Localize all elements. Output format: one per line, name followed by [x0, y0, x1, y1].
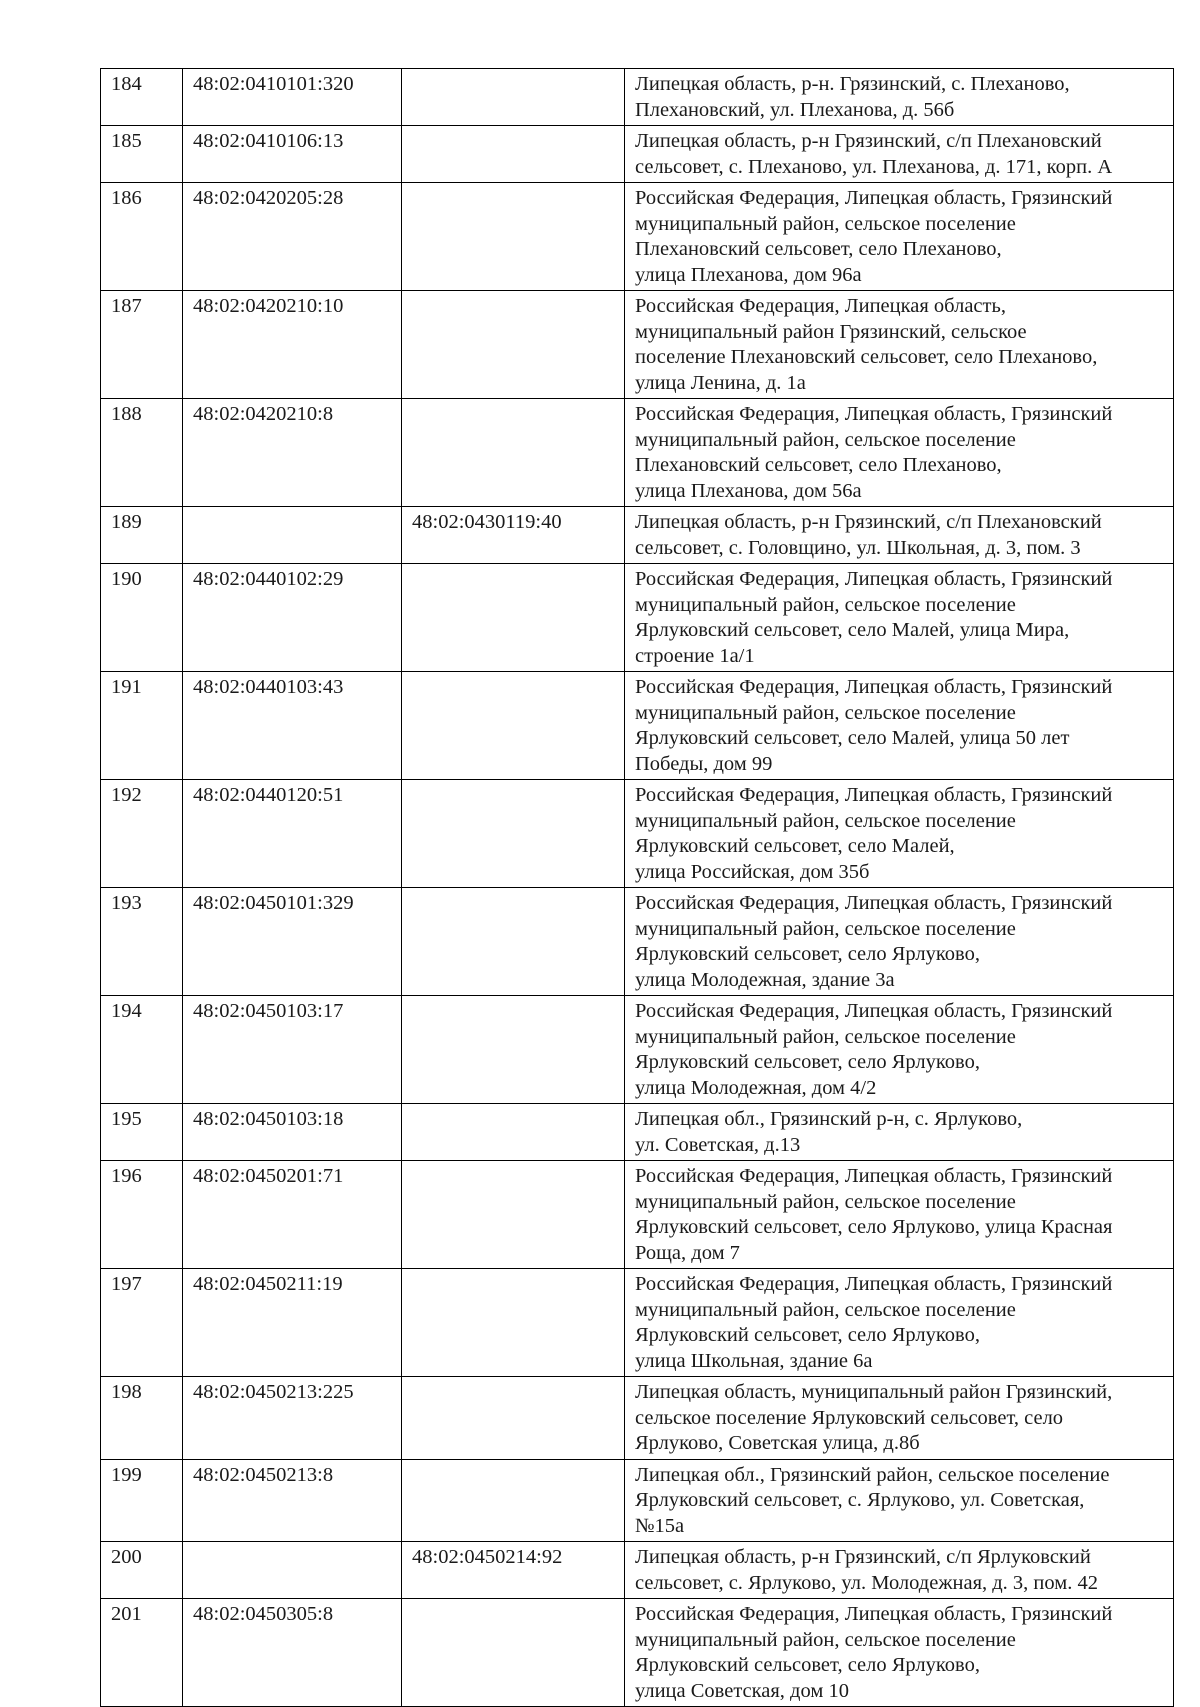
object-cadastral-number-cell [402, 399, 625, 507]
row-number-cell: 193 [101, 888, 183, 996]
row-number-cell: 184 [101, 69, 183, 126]
land-cadastral-number-cell: 48:02:0440102:29 [183, 564, 402, 672]
row-number-cell: 198 [101, 1377, 183, 1460]
address-line: Липецкая область, р-н Грязинский, с/п Плехановский [635, 130, 1102, 152]
address-cell [625, 1459, 1174, 1542]
object-cadastral-number-cell [402, 69, 625, 126]
land-cadastral-number-cell: 48:02:0420210:8 [183, 399, 402, 507]
address-line: муниципальный район, сельское поселение [635, 917, 1016, 940]
land-cadastral-number-cell: 48:02:0450305:8 [183, 1599, 402, 1707]
address-cell [625, 1104, 1174, 1161]
address-line: Ярлуковский сельсовет, село Ярлуково, [635, 1051, 980, 1073]
address-cell [625, 1599, 1174, 1707]
address-line: муниципальный район, сельское поселение [635, 428, 1016, 451]
land-cadastral-number-cell: 48:02:0420205:28 [183, 183, 402, 291]
address-line: улица Плеханова, дом 56а [635, 479, 862, 502]
address-cell [625, 564, 1174, 672]
row-number-cell: 196 [101, 1161, 183, 1269]
row-number-cell: 188 [101, 399, 183, 507]
address-line: Российская Федерация, Липецкая область, Грязинский [635, 568, 1113, 590]
address-line: Ярлуково, Советская улица, д.8б [635, 1432, 920, 1454]
row-number-cell: 190 [101, 564, 183, 672]
object-cadastral-number-cell: 48:02:0450214:92 [402, 1542, 625, 1599]
address-line: муниципальный район, сельское поселение [635, 809, 1016, 832]
address-line: Российская Федерация, Липецкая область, Грязинский [635, 1603, 1113, 1625]
address-cell [625, 69, 1174, 126]
address-line: Ярлуковский сельсовет, с. Ярлуково, ул. Советская, [635, 1489, 1085, 1511]
land-cadastral-number-cell: 48:02:0450103:17 [183, 996, 402, 1104]
row-number-cell: 199 [101, 1459, 183, 1542]
row-number-cell: 191 [101, 672, 183, 780]
table-row [101, 996, 1174, 1104]
object-cadastral-number-cell [402, 672, 625, 780]
table-row [101, 291, 1174, 399]
land-cadastral-number-cell [183, 1542, 402, 1599]
address-line: улица Ленина, д. 1а [635, 371, 806, 394]
land-cadastral-number-cell: 48:02:0440103:43 [183, 672, 402, 780]
address-line: Российская Федерация, Липецкая область, Грязинский [635, 1165, 1113, 1187]
address-line: улица Российская, дом 35б [635, 860, 870, 883]
address-line: №15а [635, 1514, 685, 1537]
registry-table [100, 68, 1174, 1707]
table-row [101, 507, 1174, 564]
address-cell [625, 672, 1174, 780]
row-number-cell: 195 [101, 1104, 183, 1161]
address-line: Липецкая обл., Грязинский район, сельское поселение [635, 1463, 1110, 1486]
row-number-cell: 187 [101, 291, 183, 399]
address-cell [625, 780, 1174, 888]
address-line: Ярлуковский сельсовет, село Малей, улица Мира, [635, 619, 1070, 641]
address-cell [625, 1269, 1174, 1377]
address-line: Липецкая область, р-н Грязинский, с/п Плехановский [635, 511, 1102, 533]
document-page [100, 68, 1173, 1707]
land-cadastral-number-cell [183, 507, 402, 564]
row-number-cell: 189 [101, 507, 183, 564]
address-line: Липецкая обл., Грязинский р-н, с. Ярлуково, [635, 1108, 1023, 1130]
address-line: Липецкая область, р-н Грязинский, с/п Ярлуковский [635, 1546, 1091, 1568]
land-cadastral-number-cell: 48:02:0440120:51 [183, 780, 402, 888]
row-number-cell: 201 [101, 1599, 183, 1707]
table-row [101, 1269, 1174, 1377]
address-line: Плехановский, ул. Плеханова, д. 56б [635, 98, 955, 121]
address-line: Российская Федерация, Липецкая область, [635, 295, 1006, 317]
object-cadastral-number-cell [402, 183, 625, 291]
address-line: строение 1а/1 [635, 644, 755, 667]
table-row [101, 399, 1174, 507]
address-line: Российская Федерация, Липецкая область, Грязинский [635, 1273, 1113, 1295]
object-cadastral-number-cell [402, 996, 625, 1104]
address-line: муниципальный район, сельское поселение [635, 1298, 1016, 1321]
address-line: поселение Плехановский сельсовет, село Плеханово, [635, 346, 1098, 368]
land-cadastral-number-cell: 48:02:0450103:18 [183, 1104, 402, 1161]
object-cadastral-number-cell [402, 1269, 625, 1377]
address-line: Ярлуковский сельсовет, село Ярлуково, [635, 943, 980, 965]
address-line: Российская Федерация, Липецкая область, Грязинский [635, 187, 1113, 209]
row-number-cell: 194 [101, 996, 183, 1104]
address-line: сельсовет, с. Плеханово, ул. Плеханова, д. 171, корп. А [635, 155, 1113, 178]
address-line: Российская Федерация, Липецкая область, Грязинский [635, 403, 1113, 425]
table-row [101, 1599, 1174, 1707]
object-cadastral-number-cell [402, 1377, 625, 1460]
address-line: улица Молодежная, дом 4/2 [635, 1076, 877, 1099]
registry-table-body [101, 69, 1174, 1707]
row-number-cell: 186 [101, 183, 183, 291]
table-row [101, 183, 1174, 291]
table-row [101, 1161, 1174, 1269]
table-row [101, 1459, 1174, 1542]
land-cadastral-number-cell: 48:02:0450101:329 [183, 888, 402, 996]
address-line: Ярлуковский сельсовет, село Ярлуково, [635, 1324, 980, 1346]
object-cadastral-number-cell: 48:02:0430119:40 [402, 507, 625, 564]
object-cadastral-number-cell [402, 564, 625, 672]
land-cadastral-number-cell: 48:02:0450213:8 [183, 1459, 402, 1542]
table-row [101, 126, 1174, 183]
address-line: муниципальный район, сельское поселение [635, 701, 1016, 724]
table-row [101, 780, 1174, 888]
table-row [101, 888, 1174, 996]
row-number-cell: 200 [101, 1542, 183, 1599]
address-line: Ярлуковский сельсовет, село Ярлуково, улица Красная [635, 1216, 1113, 1238]
object-cadastral-number-cell [402, 1459, 625, 1542]
address-line: муниципальный район Грязинский, сельское [635, 320, 1027, 343]
row-number-cell: 192 [101, 780, 183, 888]
address-cell [625, 183, 1174, 291]
land-cadastral-number-cell: 48:02:0450211:19 [183, 1269, 402, 1377]
address-line: Российская Федерация, Липецкая область, Грязинский [635, 892, 1113, 914]
land-cadastral-number-cell: 48:02:0450201:71 [183, 1161, 402, 1269]
address-line: сельское поселение Ярлуковский сельсовет, село [635, 1406, 1064, 1429]
address-line: Ярлуковский сельсовет, село Малей, [635, 835, 955, 857]
address-line: муниципальный район, сельское поселение [635, 1628, 1016, 1651]
table-row [101, 564, 1174, 672]
address-line: муниципальный район, сельское поселение [635, 593, 1016, 616]
address-line: сельсовет, с. Головщино, ул. Школьная, д. 3, пом. 3 [635, 536, 1081, 559]
land-cadastral-number-cell: 48:02:0410101:320 [183, 69, 402, 126]
address-cell [625, 1161, 1174, 1269]
address-line: улица Молодежная, здание 3а [635, 968, 895, 991]
object-cadastral-number-cell [402, 1104, 625, 1161]
table-row [101, 1377, 1174, 1460]
object-cadastral-number-cell [402, 1599, 625, 1707]
address-line: Российская Федерация, Липецкая область, Грязинский [635, 1000, 1113, 1022]
address-line: ул. Советская, д.13 [635, 1133, 801, 1156]
object-cadastral-number-cell [402, 126, 625, 183]
table-row [101, 1104, 1174, 1161]
land-cadastral-number-cell: 48:02:0420210:10 [183, 291, 402, 399]
address-line: Роща, дом 7 [635, 1241, 740, 1264]
object-cadastral-number-cell [402, 888, 625, 996]
address-line: муниципальный район, сельское поселение [635, 1025, 1016, 1048]
address-line: Плехановский сельсовет, село Плеханово, [635, 454, 1002, 476]
address-cell [625, 507, 1174, 564]
object-cadastral-number-cell [402, 780, 625, 888]
address-line: Липецкая область, муниципальный район Грязинский, [635, 1381, 1113, 1403]
address-line: муниципальный район, сельское поселение [635, 1190, 1016, 1213]
address-line: улица Плеханова, дом 96а [635, 263, 862, 286]
address-line: муниципальный район, сельское поселение [635, 212, 1016, 235]
address-line: сельсовет, с. Ярлуково, ул. Молодежная, д. 3, пом. 42 [635, 1571, 1098, 1594]
address-cell [625, 1377, 1174, 1460]
address-cell [625, 996, 1174, 1104]
table-row [101, 1542, 1174, 1599]
address-cell [625, 291, 1174, 399]
address-cell [625, 126, 1174, 183]
address-cell [625, 1542, 1174, 1599]
land-cadastral-number-cell: 48:02:0450213:225 [183, 1377, 402, 1460]
table-row [101, 69, 1174, 126]
row-number-cell: 197 [101, 1269, 183, 1377]
address-line: Плехановский сельсовет, село Плеханово, [635, 238, 1002, 260]
table-row [101, 672, 1174, 780]
address-cell [625, 888, 1174, 996]
address-line: улица Советская, дом 10 [635, 1679, 849, 1702]
address-line: улица Школьная, здание 6а [635, 1349, 873, 1372]
address-line: Российская Федерация, Липецкая область, Грязинский [635, 784, 1113, 806]
object-cadastral-number-cell [402, 1161, 625, 1269]
address-line: Российская Федерация, Липецкая область, Грязинский [635, 676, 1113, 698]
address-cell [625, 399, 1174, 507]
address-line: Липецкая область, р-н. Грязинский, с. Плеханово, [635, 73, 1070, 95]
row-number-cell: 185 [101, 126, 183, 183]
land-cadastral-number-cell: 48:02:0410106:13 [183, 126, 402, 183]
object-cadastral-number-cell [402, 291, 625, 399]
address-line: Победы, дом 99 [635, 752, 773, 775]
address-line: Ярлуковский сельсовет, село Ярлуково, [635, 1654, 980, 1676]
address-line: Ярлуковский сельсовет, село Малей, улица 50 лет [635, 727, 1070, 749]
